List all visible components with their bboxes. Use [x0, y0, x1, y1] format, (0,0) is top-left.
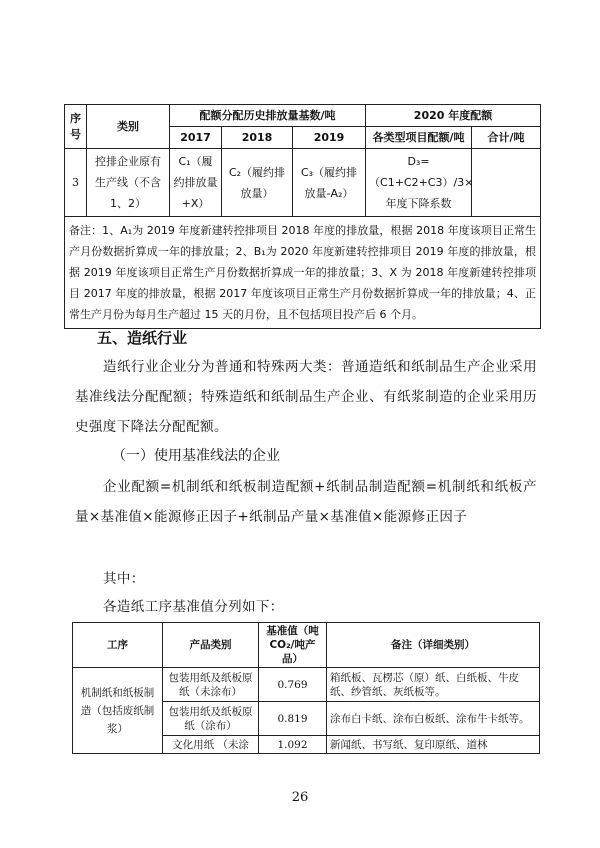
paragraph-list-intro: 各造纸工序基准值分列如下：	[103, 599, 284, 615]
cell-product: 文化用纸 （未涂	[163, 736, 259, 754]
subsection-title: （一）使用基准线法的企业	[112, 448, 280, 464]
cell-total	[472, 149, 541, 217]
cell-remark: 箱纸板、瓦楞芯（原）纸、白纸板、牛皮纸、纱管纸、灰纸板等。	[327, 668, 540, 702]
quota-table	[64, 104, 541, 329]
cell-value: 1.092	[259, 736, 327, 754]
header-total: 合计/吨	[472, 127, 541, 149]
cell-c2: C₂（履约排放量）	[222, 149, 293, 217]
cell-c1: C₁（履约排放量+X）	[170, 149, 222, 217]
header-type-quota: 各类型项目配额/吨	[366, 127, 472, 149]
cell-process: 机制纸和纸板制造（包括废纸制浆）	[73, 668, 163, 754]
header-category: 类别	[87, 105, 170, 149]
row-category: 控排企业原有生产线（不含 1、2）	[87, 149, 170, 217]
header-baseline: 基准值（吨CO₂/吨产品）	[259, 623, 327, 668]
cell-d3: D₃=（C1+C2+C3）/3×年度下降系数	[366, 149, 472, 217]
cell-c3: C₃（履约排放量-A₂）	[293, 149, 366, 217]
cell-product: 包装用纸及纸板原纸（涂布）	[163, 702, 259, 736]
header-remark: 备注（详细类别）	[327, 623, 540, 668]
header-process: 工序	[73, 623, 163, 668]
header-seq: 序号	[65, 105, 87, 149]
header-2017: 2017	[170, 127, 222, 149]
paragraph-where: 其中：	[103, 571, 145, 587]
paragraph-intro: 造纸行业企业分为普通和特殊两大类：普通造纸和纸制品生产企业采用基准线法分配配额；特殊造纸和纸制品生产企业、有纸浆制造的企业采用历史强度下降法分配配额。	[75, 359, 537, 435]
paragraph-formula: 企业配额=机制纸和纸板制造配额+纸制品制造配额=机制纸和纸板产量×基准值×能源修正因子+纸制品产量×基准值×能源修正因子	[75, 479, 537, 525]
header-product: 产品类别	[163, 623, 259, 668]
baseline-table	[72, 622, 540, 754]
cell-value: 0.769	[259, 668, 327, 702]
header-2020: 2020 年度配额	[366, 105, 541, 127]
header-history: 配额分配历史排放量基数/吨	[170, 105, 366, 127]
header-2018: 2018	[222, 127, 293, 149]
section-title: 五、造纸行业	[97, 329, 188, 347]
table-note: 备注：1、A₁为 2019 年度新建转控排项目 2018 年度的排放量，根据 2018 年度该项目正常生产月份数据折算成一年的排放量；2、B₁为 2020 年度新建转控排项目 2019 年度的排放量，根据 2019 年度该项目正常生产月份数据折算成一年的排放量；3、X 为 2018 年度新建转控排项目 2017 年度的排放量，根据 2017 年度该项目正常生产月份数据折算成一年的排放量；4、正常生产月份为每月生产超过 15 天的月份，且不包括项目投产后 6 个月。	[65, 217, 541, 329]
cell-product: 包装用纸及纸板原纸（未涂布）	[163, 668, 259, 702]
page-number: 26	[291, 790, 309, 805]
cell-remark: 新闻纸、书写纸、复印原纸、道林	[327, 736, 540, 754]
cell-value: 0.819	[259, 702, 327, 736]
header-2019: 2019	[293, 127, 366, 149]
row-seq: 3	[65, 149, 87, 217]
cell-remark: 涂布白卡纸、涂布白板纸、涂布牛卡纸等。	[327, 702, 540, 736]
